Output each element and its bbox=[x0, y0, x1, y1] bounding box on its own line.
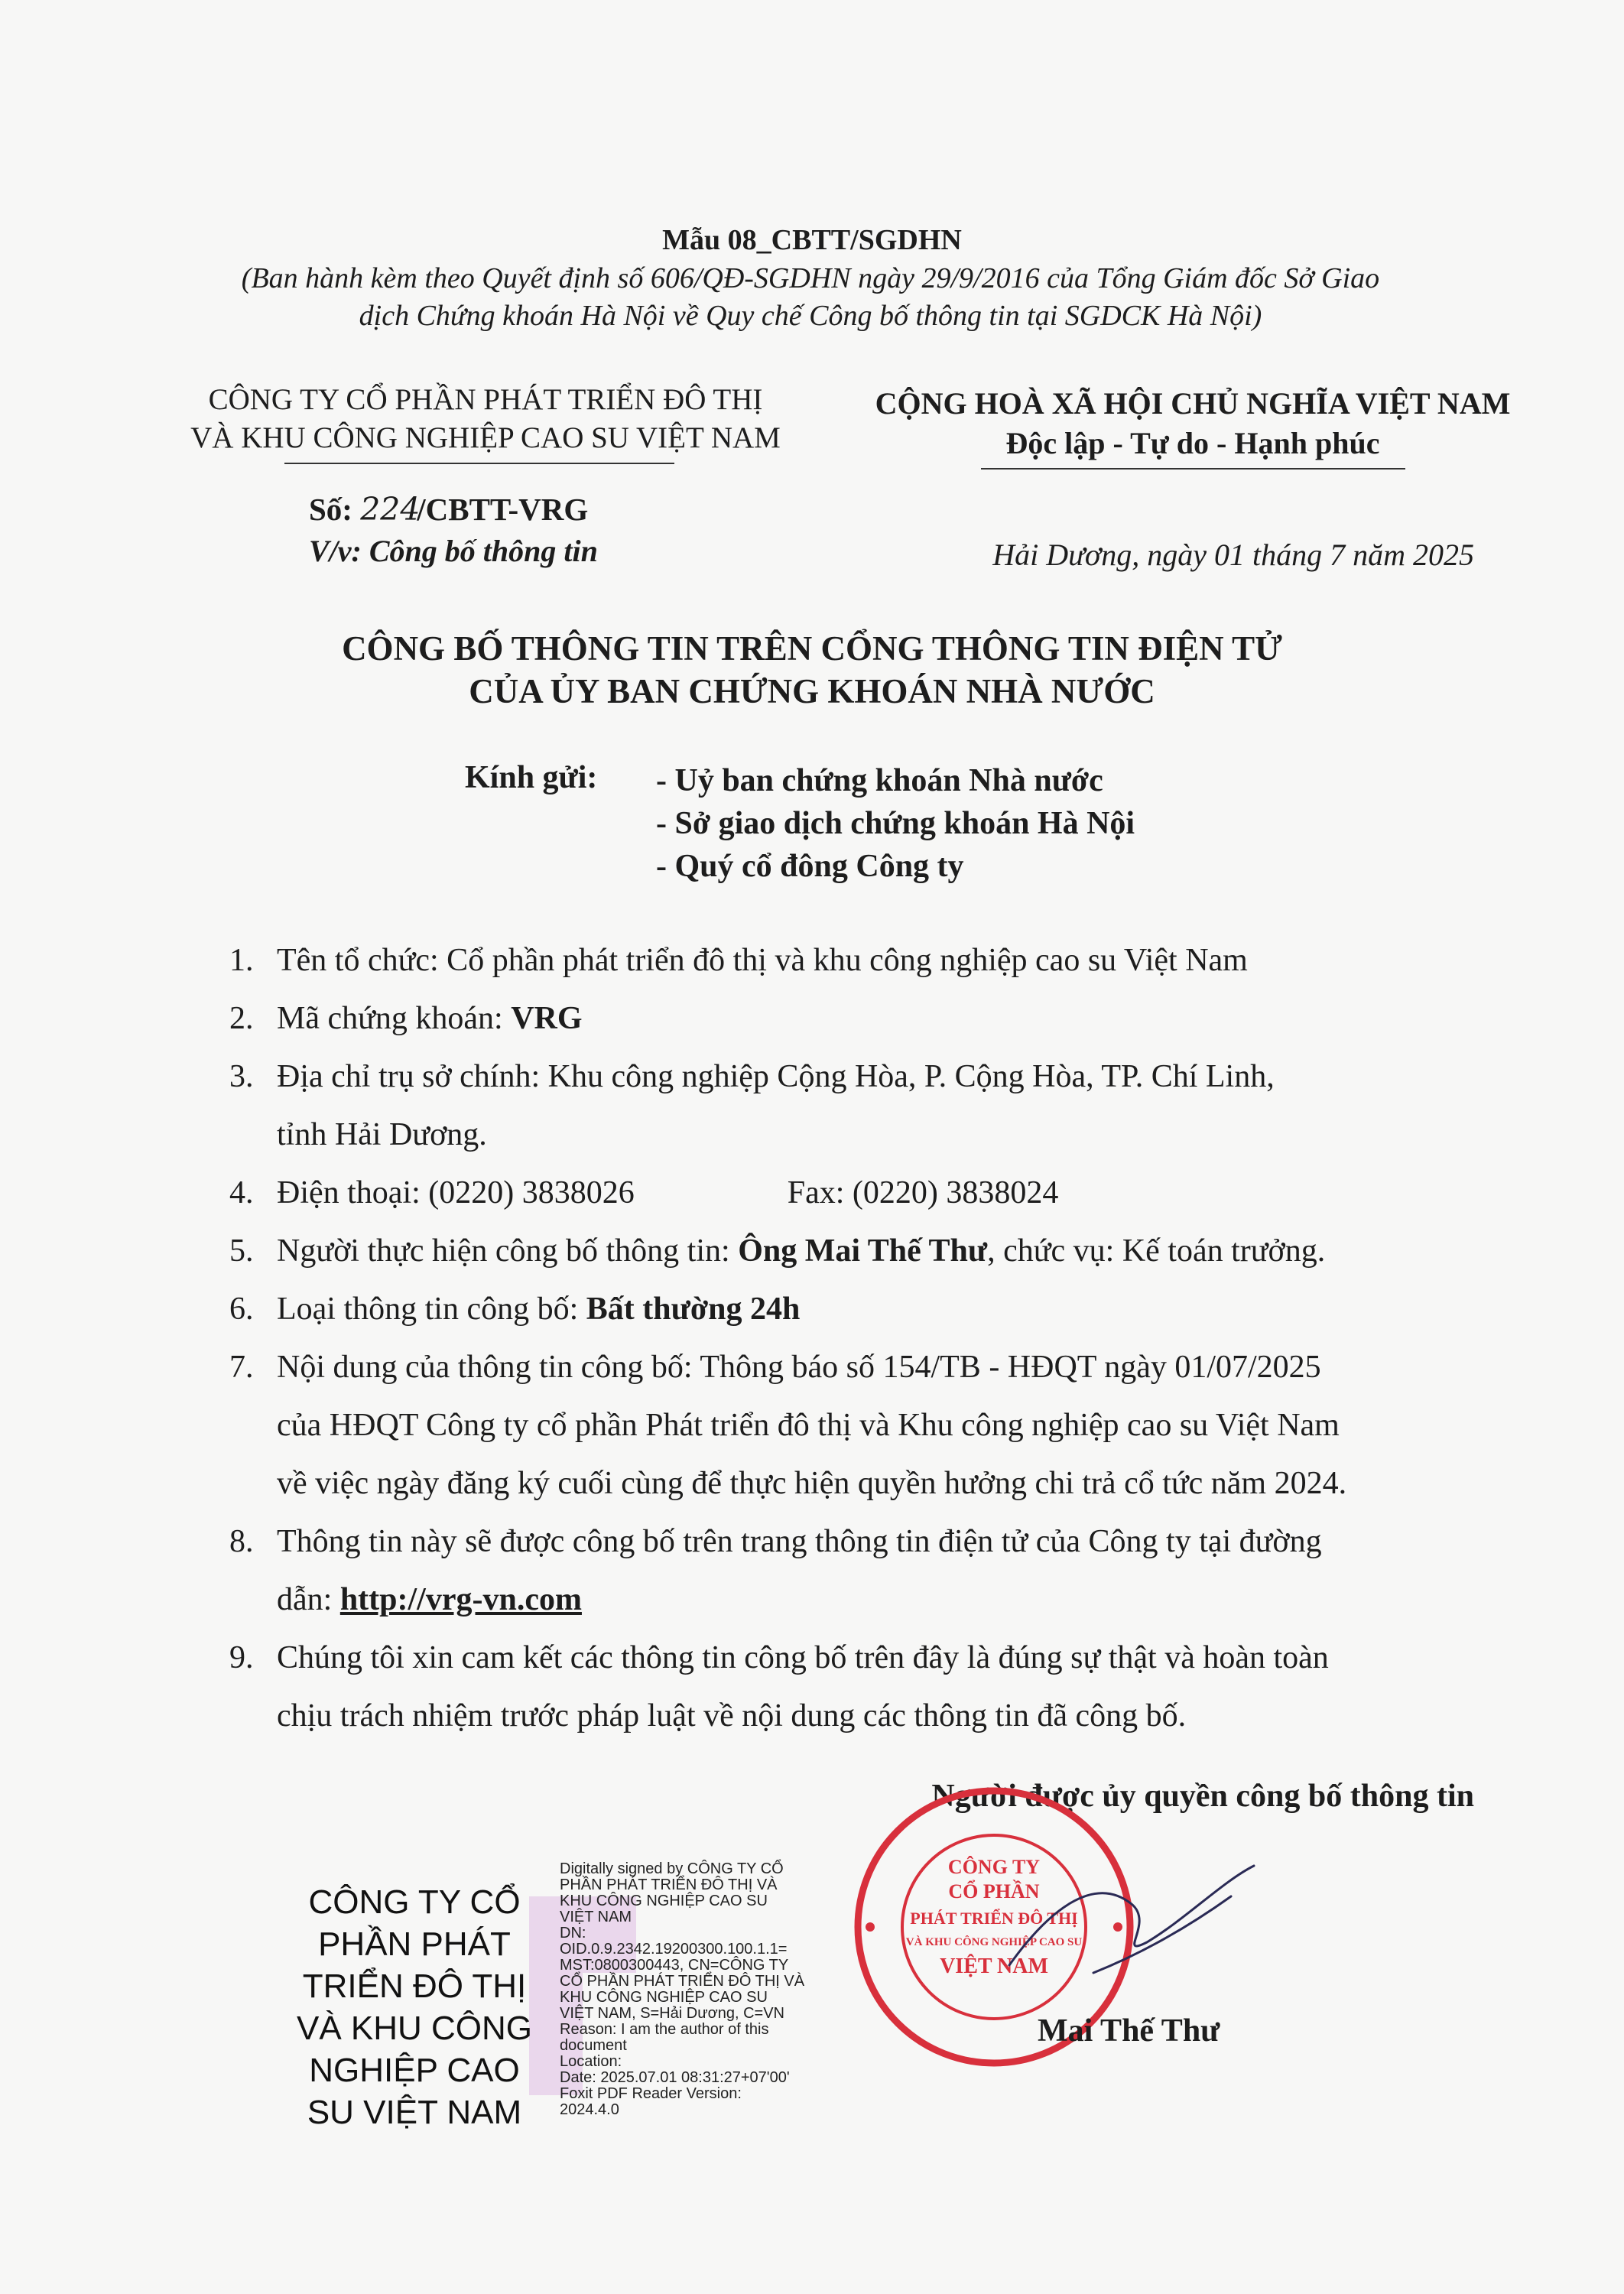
item-text: Địa chỉ trụ sở chính: Khu công nghiệp Cộng Hòa, P. Cộng Hòa, TP. Chí Linh, bbox=[277, 1059, 1275, 1094]
info-item-address bbox=[229, 1048, 1483, 1164]
discloser-role: , chức vụ: Kế toán trưởng. bbox=[987, 1233, 1326, 1269]
item-number: 9. bbox=[229, 1640, 254, 1675]
doc-title-line2: CỦA ỦY BAN CHỨNG KHOÁN NHÀ NƯỚC bbox=[469, 672, 1155, 710]
doc-title-line1: CÔNG BỐ THÔNG TIN TRÊN CỔNG THÔNG TIN ĐIỆN TỬ bbox=[342, 629, 1282, 668]
form-note bbox=[138, 260, 1483, 335]
seal-star-dot bbox=[866, 1922, 875, 1932]
item-number: 7. bbox=[229, 1350, 254, 1385]
company-name-line2: VÀ KHU CÔNG NGHIỆP CAO SU VIỆT NAM bbox=[190, 421, 781, 454]
website-link[interactable]: http://vrg-vn.com bbox=[339, 1582, 582, 1617]
info-list bbox=[229, 931, 1483, 1745]
doc-number-suffix: /CBTT-VRG bbox=[417, 492, 589, 527]
republic-motto: Độc lập - Tự do - Hạnh phúc bbox=[1005, 426, 1380, 460]
fax-text: Fax: (0220) 3838024 bbox=[787, 1175, 1059, 1210]
seal-text-line: PHÁT TRIỂN ĐÔ THỊ bbox=[910, 1909, 1078, 1928]
seal-text-line: CỔ PHẦN bbox=[948, 1880, 1040, 1902]
info-item-organization bbox=[229, 931, 1483, 989]
signer-name-line: CÔNG TY CỔ bbox=[308, 1883, 521, 1921]
info-item-discloser bbox=[229, 1222, 1483, 1280]
signer-name-line: TRIỂN ĐÔ THỊ bbox=[302, 1967, 527, 2005]
item-text: về việc ngày đăng ký cuối cùng để thực hiện quyền hưởng chi trả cổ tức năm 2024. bbox=[277, 1466, 1347, 1501]
item-text: chịu trách nhiệm trước pháp luật về nội dung các thông tin đã công bố. bbox=[277, 1698, 1187, 1733]
republic-name: CỘNG HOÀ XÃ HỘI CHỦ NGHĨA VIỆT NAM bbox=[875, 386, 1511, 421]
form-note-line1: (Ban hành kèm theo Quyết định số 606/QĐ-SGDHN ngày 29/9/2016 của Tổng Giám đốc Sở Giao bbox=[241, 262, 1380, 294]
item-text bbox=[277, 1571, 1483, 1629]
item-number: 6. bbox=[229, 1292, 254, 1327]
date-line: Hải Dương, ngày 01 tháng 7 năm 2025 bbox=[992, 538, 1474, 572]
item-number: 1. bbox=[229, 943, 254, 978]
info-item-type bbox=[229, 1280, 1483, 1338]
item-text: Chúng tôi xin cam kết các thông tin công bố trên đây là đúng sự thật và hoàn toàn bbox=[277, 1640, 1329, 1675]
link-prefix: dẫn: bbox=[277, 1582, 340, 1617]
recipients-label: Kính gửi: bbox=[465, 760, 598, 795]
recipient-item: - Uỷ ban chứng khoán Nhà nước bbox=[656, 763, 1103, 798]
doc-title bbox=[0, 627, 1624, 713]
company-underline bbox=[284, 463, 674, 464]
motto-underline bbox=[981, 468, 1405, 470]
authorized-title: Người được ủy quyền công bố thông tin bbox=[931, 1779, 1474, 1814]
item-label: Loại thông tin công bố: bbox=[277, 1292, 586, 1327]
item-number: 5. bbox=[229, 1233, 254, 1269]
info-item-content bbox=[229, 1338, 1483, 1513]
digital-signer-name bbox=[294, 1881, 535, 2133]
signer-name-line: VÀ KHU CÔNG bbox=[296, 2010, 533, 2047]
info-item-ticker bbox=[229, 989, 1483, 1048]
company-name bbox=[115, 381, 856, 457]
item-text: Nội dung của thông tin công bố: Thông báo số 154/TB - HĐQT ngày 01/07/2025 bbox=[277, 1350, 1321, 1385]
seal-text-line: CÔNG TY bbox=[947, 1856, 1041, 1878]
discloser-name: Ông Mai Thế Thư bbox=[738, 1233, 988, 1269]
company-name-line1: CÔNG TY CỔ PHẦN PHÁT TRIỂN ĐÔ THỊ bbox=[208, 383, 763, 416]
seal-text-line: VIỆT NAM bbox=[940, 1954, 1048, 1978]
form-note-line2: dịch Chứng khoán Hà Nội về Quy chế Công bố thông tin tại SGDCK Hà Nội) bbox=[359, 300, 1262, 332]
info-item-commitment bbox=[229, 1629, 1483, 1745]
signer-name: Mai Thế Thư bbox=[1038, 2013, 1220, 2049]
doc-number bbox=[309, 491, 588, 528]
info-item-contact bbox=[229, 1164, 1483, 1222]
signer-name-line: NGHIỆP CAO bbox=[309, 2052, 520, 2089]
item-text: Thông tin này sẽ được công bố trên trang thông tin điện tử của Công ty tại đường bbox=[277, 1524, 1322, 1559]
info-type-value: Bất thường 24h bbox=[586, 1292, 801, 1327]
info-item-website bbox=[229, 1513, 1483, 1629]
item-number: 2. bbox=[229, 1001, 254, 1036]
recipient-item: - Quý cổ đông Công ty bbox=[656, 849, 964, 884]
phone-text: Điện thoại: (0220) 3838026 bbox=[277, 1175, 635, 1210]
doc-subject: V/v: Công bố thông tin bbox=[309, 534, 598, 568]
item-label: Mã chứng khoán: bbox=[277, 1001, 512, 1036]
item-text: Tên tổ chức: Cổ phần phát triển đô thị và khu công nghiệp cao su Việt Nam bbox=[277, 943, 1248, 978]
digital-signature bbox=[294, 1881, 535, 2131]
handwritten-signature bbox=[1002, 1850, 1262, 2003]
item-label: Người thực hiện công bố thông tin: bbox=[277, 1233, 739, 1269]
ticker-value: VRG bbox=[511, 1001, 583, 1036]
recipient-item: - Sở giao dịch chứng khoán Hà Nội bbox=[656, 806, 1135, 841]
item-number: 8. bbox=[229, 1524, 254, 1559]
item-number: 3. bbox=[229, 1059, 254, 1094]
signer-name-line: PHẦN PHÁT bbox=[318, 1925, 511, 1963]
item-text: tỉnh Hải Dương. bbox=[277, 1117, 487, 1152]
item-number: 4. bbox=[229, 1175, 254, 1210]
seal-text-line: VÀ KHU CÔNG NGHIỆP CAO SU bbox=[905, 1936, 1083, 1948]
signer-name-line: SU VIỆT NAM bbox=[307, 2094, 522, 2131]
republic-header bbox=[849, 384, 1537, 463]
doc-number-handwritten: 224 bbox=[360, 491, 421, 528]
digital-signature-details: Digitally signed by CÔNG TY CỔ PHẦN PHÁT TRIỂN ĐÔ THỊ VÀ KHU CÔNG NGHIỆP CAO SU VIỆT NAM DN: OID.0.9.2342.19200300.100.1.1= MST:0800300443, CN=CÔNG TY CỔ PHẦN PHÁT TRIỂN ĐÔ THỊ VÀ KHU CÔNG NGHIỆP CAO SU VIỆT NAM, S=Hải Dương, C=VN Reason: I am the author of this document Location: Date: 2025.07.01 08:31:27+07'00' Foxit PDF Reader Version: 2024.4.0 bbox=[560, 1860, 805, 2118]
recipients-list bbox=[656, 759, 1135, 888]
form-code: Mẫu 08_CBTT/SGDHN bbox=[662, 224, 962, 256]
doc-number-label: Số: bbox=[309, 492, 352, 527]
item-text: của HĐQT Công ty cổ phần Phát triển đô thị và Khu công nghiệp cao su Việt Nam bbox=[277, 1408, 1340, 1443]
